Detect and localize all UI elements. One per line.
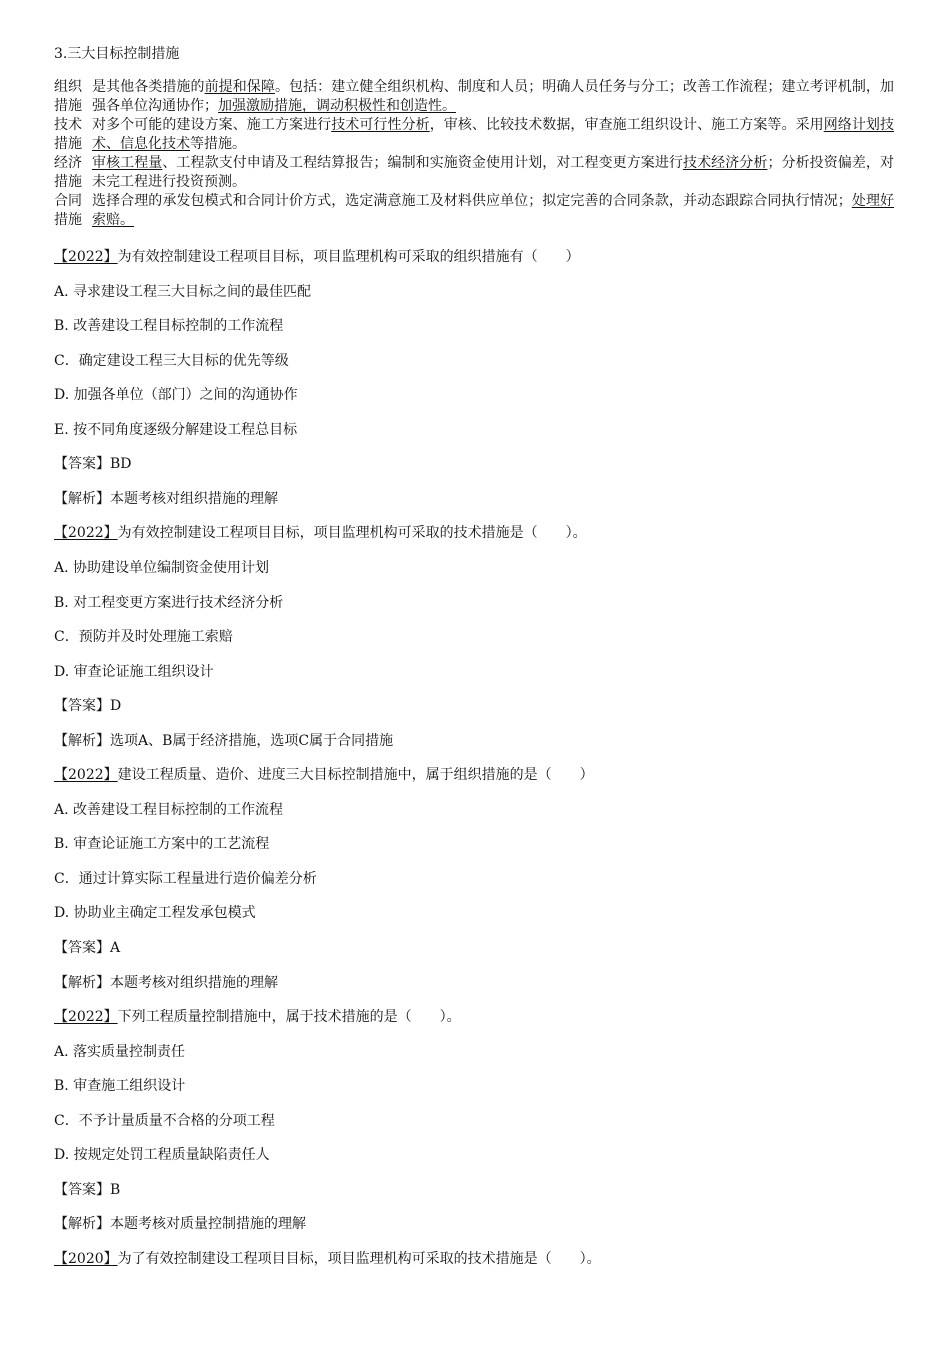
line-text: D. 按规定处罚工程质量缺陷责任人: [54, 1147, 270, 1164]
question-year: 【2022】: [54, 249, 118, 265]
explanation-line: [54, 1214, 894, 1234]
option-line: [54, 1145, 894, 1165]
line-text: B. 改善建设工程目标控制的工作流程: [54, 318, 284, 335]
option-line: [54, 627, 894, 647]
option-line: [54, 282, 894, 302]
measure-row-organization: [54, 78, 894, 116]
question-stem: [54, 523, 894, 543]
line-text: C．通过计算实际工程量进行造价偏差分析: [54, 870, 317, 887]
option-line: [54, 420, 894, 440]
line-text: C．预防并及时处理施工索赔: [54, 629, 233, 646]
line-text: 【解析】本题考核对质量控制措施的理解: [54, 1216, 306, 1233]
line-text: D. 协助业主确定工程发承包模式: [54, 905, 256, 922]
option-line: [54, 1111, 894, 1131]
question-stem: [54, 247, 894, 267]
line-text: 下列工程质量控制措施中，属于技术措施的是（ ）。: [117, 1009, 461, 1026]
option-line: [54, 1042, 894, 1062]
line-text: 【解析】本题考核对组织措施的理解: [54, 490, 278, 507]
answer-line: [54, 938, 894, 958]
line-text: D. 审查论证施工组织设计: [54, 663, 214, 680]
question-year: 【2022】: [54, 1009, 118, 1026]
measure-description: 审核工程量、工程款支付申请及工程结算报告；编制和实施资金使用计划，对工程变更方案进行技术经济分析；分析投资偏差，对未完工程进行投资预测。: [92, 155, 895, 190]
line-text: A. 落实质量控制责任: [54, 1043, 186, 1060]
line-text: 【解析】选项A、B属于经济措施，选项C属于合同措施: [54, 732, 394, 749]
option-line: [54, 903, 894, 923]
explanation-line: [54, 731, 894, 751]
line-text: E. 按不同角度逐级分解建设工程总目标: [54, 421, 298, 438]
option-line: [54, 351, 894, 371]
option-line: [54, 316, 894, 336]
question-year: 【2022】: [54, 767, 118, 784]
measure-label: 技术 措施: [54, 117, 82, 152]
answer-line: [54, 696, 894, 716]
measure-label: 合同 措施: [54, 193, 82, 228]
line-text: B. 审查施工组织设计: [54, 1078, 186, 1095]
line-text: 【答案】D: [54, 698, 122, 715]
measure-label: 组织 措施: [54, 79, 82, 114]
option-line: [54, 662, 894, 682]
line-text: 【答案】A: [54, 940, 121, 956]
line-text: D. 加强各单位（部门）之间的沟通协作: [54, 387, 298, 404]
section-heading: 3.三大目标控制措施: [54, 46, 180, 62]
measure-description: 对多个可能的建设方案、施工方案进行技术可行性分析，审核、比较技术数据，审查施工组织设计、施工方案等。采用网络计划技术、信息化技术等措施。: [92, 117, 895, 152]
line-text: 为有效控制建设工程项目目标，项目监理机构可采取的组织措施有（ ）: [117, 249, 580, 265]
answer-line: [54, 1180, 894, 1200]
option-line: [54, 869, 894, 889]
line-text: 建设工程质量、造价、进度三大目标控制措施中，属于组织措施的是（ ）: [117, 767, 594, 784]
measure-label: 经济 措施: [54, 155, 82, 190]
measure-description: 是其他各类措施的前提和保障。包括：建立健全组织机构、制度和人员；明确人员任务与分工；改善工作流程；建立考评机制，加强各单位沟通协作；加强激励措施，调动积极性和创造性。: [92, 79, 895, 114]
line-text: 【答案】BD: [54, 456, 132, 473]
question-year: 【2020】: [54, 1250, 118, 1267]
option-line: [54, 385, 894, 405]
line-text: B. 审查论证施工方案中的工艺流程: [54, 836, 270, 853]
line-text: 【解析】本题考核对组织措施的理解: [54, 974, 278, 991]
question-year: 【2022】: [54, 525, 118, 542]
measure-row-economic: [54, 154, 894, 192]
question-stem: [54, 1249, 894, 1269]
line-text: 为有效控制建设工程项目目标，项目监理机构可采取的技术措施是（ ）。: [117, 525, 587, 542]
option-line: [54, 834, 894, 854]
measure-description: 选择合理的承发包模式和合同计价方式，选定满意施工及材料供应单位；拟定完善的合同条款，并动态跟踪合同执行情况；处理好索赔。: [92, 193, 895, 228]
explanation-line: [54, 973, 894, 993]
line-text: C．确定建设工程三大目标的优先等级: [54, 352, 289, 369]
line-text: C．不予计量质量不合格的分项工程: [54, 1112, 275, 1129]
question-stem: [54, 765, 894, 785]
measures-table: [54, 78, 894, 230]
line-text: B. 对工程变更方案进行技术经济分析: [54, 594, 284, 611]
line-text: A. 改善建设工程目标控制的工作流程: [54, 801, 284, 818]
answer-line: [54, 454, 894, 474]
line-text: A. 寻求建设工程三大目标之间的最佳匹配: [54, 283, 312, 300]
option-line: [54, 800, 894, 820]
option-line: [54, 1076, 894, 1096]
measure-row-technical: [54, 116, 894, 154]
question-stem: [54, 1007, 894, 1027]
line-text: 【答案】B: [54, 1181, 121, 1198]
line-text: 为了有效控制建设工程项目目标，项目监理机构可采取的技术措施是（ ）。: [117, 1250, 601, 1267]
option-line: [54, 593, 894, 613]
option-line: [54, 558, 894, 578]
measure-row-contract: [54, 192, 894, 230]
explanation-line: [54, 489, 894, 509]
line-text: A. 协助建设单位编制资金使用计划: [54, 559, 270, 576]
